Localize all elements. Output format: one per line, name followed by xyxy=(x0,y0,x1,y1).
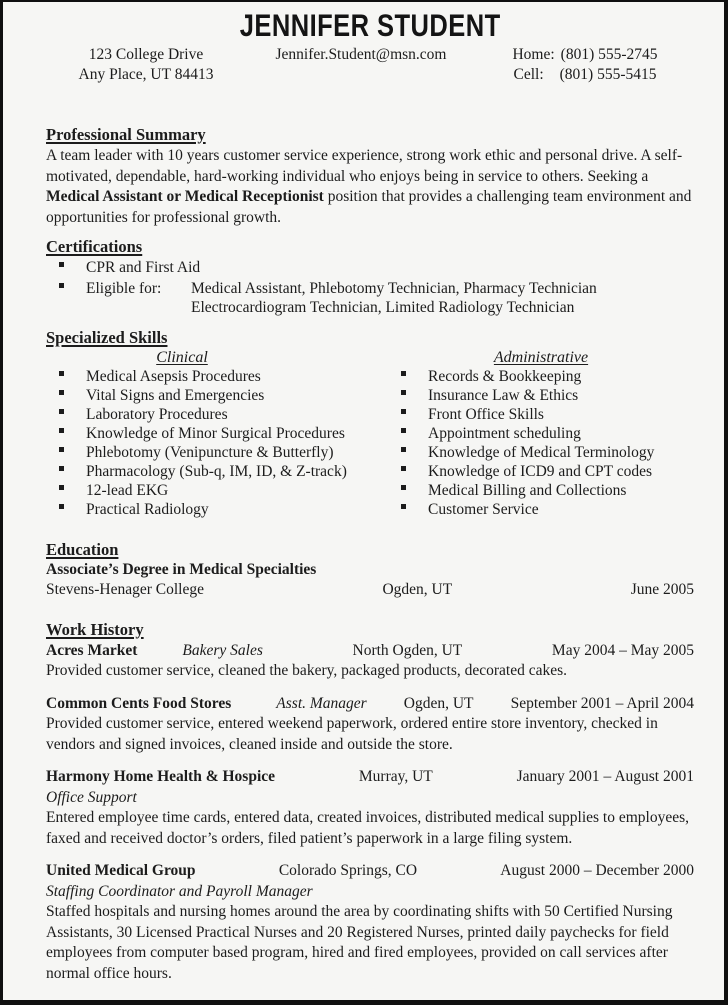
resume-header xyxy=(46,10,694,85)
skill-label: Appointment scheduling xyxy=(428,424,581,442)
job-header-row xyxy=(46,861,694,882)
skill-item xyxy=(46,462,388,481)
job-location: Colorado Springs, CO xyxy=(278,862,418,879)
phone-block xyxy=(476,45,694,85)
bullet-cell xyxy=(388,405,428,424)
job-header-row xyxy=(46,767,694,788)
phone-cell-line xyxy=(476,65,694,85)
clinical-skill-list xyxy=(46,367,388,519)
email-text: Jennifer.Student@msn.com xyxy=(275,46,447,63)
summary-text-before: A team leader with 10 years customer service experience, strong work ethic and personal drive. A self-motivated, dependable, hard-working individual who enjoys being in service to others. Seeking a xyxy=(46,147,683,185)
bullet-cell xyxy=(46,258,86,278)
job-description: Provided customer service, entered weekend paperwork, ordered entire store inventory, checked in vendors and signed invoices, cleaned inside and outside the store. xyxy=(46,715,658,753)
skill-label: Practical Radiology xyxy=(86,500,209,518)
email-block xyxy=(246,45,476,85)
job-dates: January 2001 – August 2001 xyxy=(516,768,694,785)
address-block xyxy=(46,45,246,85)
bullet-square-icon xyxy=(59,466,64,471)
bullet-cell xyxy=(46,405,86,424)
section-certifications xyxy=(46,237,694,318)
summary-text-after: position that provides a challenging team environment and opportunities for professional growth. xyxy=(46,188,692,226)
bullet-cell xyxy=(388,481,428,500)
skills-columns xyxy=(46,348,694,519)
education-location: Ogden, UT xyxy=(382,580,453,598)
bullet-cell xyxy=(388,424,428,443)
skill-item xyxy=(46,443,388,462)
job-description: Provided customer service, cleaned the bakery, packaged products, decorated cakes. xyxy=(46,662,568,679)
job-list xyxy=(46,641,694,985)
job-entry xyxy=(46,641,694,682)
administrative-column xyxy=(388,348,694,519)
bullet-cell xyxy=(388,443,428,462)
skill-item xyxy=(388,462,694,481)
job-title: Asst. Manager xyxy=(276,694,367,712)
job-dates: May 2004 – May 2005 xyxy=(551,641,694,659)
job-employer: Harmony Home Health & Hospice xyxy=(46,768,276,785)
skill-item xyxy=(46,386,388,405)
bullet-cell xyxy=(46,424,86,443)
skill-label: Laboratory Procedures xyxy=(86,405,228,423)
bullet-square-icon xyxy=(59,283,64,288)
bullet-cell xyxy=(46,481,86,500)
job-title: Bakery Sales xyxy=(182,641,263,659)
contact-block xyxy=(46,45,694,85)
bullet-square-icon xyxy=(401,485,406,490)
job-location: North Ogden, UT xyxy=(352,641,463,659)
bullet-square-icon xyxy=(59,485,64,490)
job-location: Murray, UT xyxy=(358,768,433,785)
skill-label: Knowledge of Minor Surgical Procedures xyxy=(86,424,345,442)
job-title: Staffing Coordinator and Payroll Manager xyxy=(46,882,313,900)
bullet-square-icon xyxy=(401,390,406,395)
certification-item xyxy=(46,258,694,278)
administrative-column-heading: Administrative xyxy=(493,348,589,366)
summary-text-bold: Medical Assistant or Medical Receptionist xyxy=(46,188,324,205)
skill-item xyxy=(46,424,388,443)
section-professional-summary xyxy=(46,125,694,228)
education-heading: Education xyxy=(46,539,119,559)
skill-label: Front Office Skills xyxy=(428,405,544,423)
section-work-history xyxy=(46,620,694,985)
professional-summary-heading: Professional Summary xyxy=(46,125,206,144)
bullet-cell xyxy=(46,500,86,519)
skill-item xyxy=(46,500,388,519)
skill-item xyxy=(46,481,388,500)
name-heading: JENNIFER STUDENT xyxy=(239,8,501,44)
bullet-square-icon xyxy=(59,504,64,509)
skill-item xyxy=(46,405,388,424)
certification-item xyxy=(46,279,694,299)
skill-label: Customer Service xyxy=(428,500,539,518)
clinical-column-heading: Clinical xyxy=(156,348,208,366)
skill-item xyxy=(388,405,694,424)
work-history-heading: Work History xyxy=(46,619,144,639)
bullet-square-icon xyxy=(59,428,64,433)
skill-item xyxy=(388,367,694,386)
clinical-column xyxy=(46,348,388,519)
job-employer: United Medical Group xyxy=(46,862,196,879)
skill-label: Phlebotomy (Venipuncture & Butterfly) xyxy=(86,443,334,461)
skill-item xyxy=(388,481,694,500)
bullet-square-icon xyxy=(401,466,406,471)
skill-label: Medical Asepsis Procedures xyxy=(86,367,261,385)
bullet-square-icon xyxy=(401,447,406,452)
eligible-for-label: Eligible for: xyxy=(86,279,162,297)
skill-label: Records & Bookkeeping xyxy=(428,367,582,385)
administrative-skill-list xyxy=(388,367,694,519)
bullet-cell xyxy=(46,386,86,405)
bullet-square-icon xyxy=(401,371,406,376)
bullet-cell xyxy=(46,367,86,386)
eligible-for-list-line2: Electrocardiogram Technician, Limited Radiology Technician xyxy=(191,299,575,316)
address-line-1: 123 College Drive xyxy=(88,46,204,63)
job-dates: August 2000 – December 2000 xyxy=(500,862,694,879)
skill-label: Knowledge of Medical Terminology xyxy=(428,443,655,461)
bullet-square-icon xyxy=(59,262,64,267)
section-education xyxy=(46,540,694,600)
skill-item xyxy=(388,443,694,462)
skill-item xyxy=(46,367,388,386)
job-dates: September 2001 – April 2004 xyxy=(510,694,694,712)
job-description: Entered employee time cards, entered data, created invoices, distributed medical supplies to employees, faxed and received doctor’s orders, filed patient’s paperwork in a large filing system. xyxy=(46,809,690,847)
bullet-cell xyxy=(388,462,428,481)
bullet-cell xyxy=(46,443,86,462)
education-detail-row xyxy=(46,580,694,600)
certification-text: CPR and First Aid xyxy=(86,259,201,276)
bullet-square-icon xyxy=(59,447,64,452)
skill-label: Vital Signs and Emergencies xyxy=(86,386,265,404)
job-entry xyxy=(46,767,694,849)
bullet-square-icon xyxy=(59,390,64,395)
bullet-square-icon xyxy=(59,371,64,376)
skill-label: Pharmacology (Sub-q, IM, ID, & Z-track) xyxy=(86,462,347,480)
skill-label: Medical Billing and Collections xyxy=(428,481,627,499)
skill-label: Knowledge of ICD9 and CPT codes xyxy=(428,462,653,480)
bullet-square-icon xyxy=(401,409,406,414)
skill-item xyxy=(388,424,694,443)
phone-home-line xyxy=(476,45,694,65)
job-description: Staffed hospitals and nursing homes around the area by coordinating shifts with 50 Certified Nursing Assistants, 30 Licensed Practical Nurses and 20 Registered Nurses, printed daily paychecks for field employees from computer based program, hired and fired employees, provided on call services after normal office hours. xyxy=(46,903,673,982)
phone-home-label: Home: xyxy=(512,46,555,63)
name-heading-wrap xyxy=(46,10,694,43)
bullet-cell xyxy=(46,462,86,481)
education-date: June 2005 xyxy=(630,580,694,598)
skill-item xyxy=(388,386,694,405)
bullet-cell xyxy=(388,500,428,519)
bullet-cell xyxy=(46,279,86,299)
section-specialized-skills xyxy=(46,328,694,519)
phone-cell-label: Cell: xyxy=(513,66,544,83)
specialized-skills-heading: Specialized Skills xyxy=(46,327,168,347)
job-employer: Acres Market xyxy=(46,641,138,659)
bullet-cell xyxy=(388,367,428,386)
job-entry xyxy=(46,861,694,984)
job-location: Ogden, UT xyxy=(403,694,474,712)
job-header-row xyxy=(46,641,694,662)
skill-label: 12-lead EKG xyxy=(86,481,169,499)
skill-label: Insurance Law & Ethics xyxy=(428,386,579,404)
education-school: Stevens-Henager College xyxy=(46,580,204,598)
bullet-square-icon xyxy=(401,504,406,509)
bullet-square-icon xyxy=(401,428,406,433)
certifications-heading: Certifications xyxy=(46,237,143,256)
bullet-cell xyxy=(388,386,428,405)
bullet-square-icon xyxy=(59,409,64,414)
phone-cell-number: (801) 555-5415 xyxy=(559,66,657,83)
job-title: Office Support xyxy=(46,788,137,806)
skill-item xyxy=(388,500,694,519)
job-header-row xyxy=(46,694,694,715)
address-line-2: Any Place, UT 84413 xyxy=(78,66,214,83)
professional-summary-text xyxy=(46,146,694,228)
eligible-for-list-line1: Medical Assistant, Phlebotomy Technician, Pharmacy Technician xyxy=(191,279,597,297)
job-entry xyxy=(46,694,694,756)
education-degree: Associate’s Degree in Medical Specialties xyxy=(46,560,317,578)
job-employer: Common Cents Food Stores xyxy=(46,694,232,712)
phone-home-number: (801) 555-2745 xyxy=(560,46,658,63)
